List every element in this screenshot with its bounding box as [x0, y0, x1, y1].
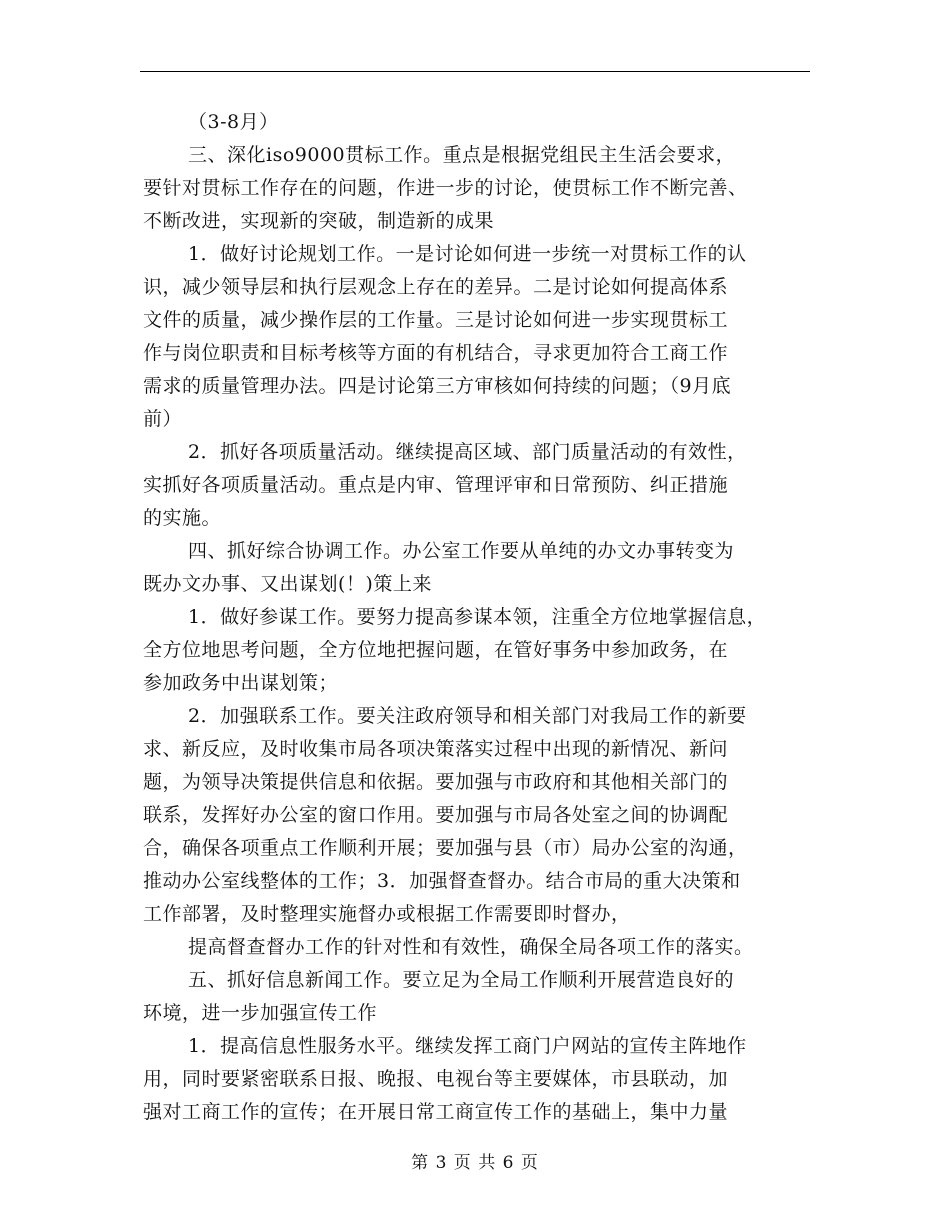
text-line: 2．加强联系工作。要关注政府领导和相关部门对我局工作的新要 [188, 705, 747, 727]
text-line: 1．做好参谋工作。要努力提高参谋本领，注重全方位地掌握信息， [188, 606, 767, 628]
text-line: 1．提高信息性服务水平。继续发挥工商门户网站的宣传主阵地作 [188, 1035, 747, 1057]
text-line: 1．做好讨论规划工作。一是讨论如何进一步统一对贯标工作的认 [188, 243, 747, 265]
text-line: 五、抓好信息新闻工作。要立足为全局工作顺利开展营造良好的 [188, 969, 735, 991]
text-line: 需求的质量管理办法。四是讨论第三方审核如何持续的问题；（9月底 [143, 375, 732, 397]
text-line: 提高督查督办工作的针对性和有效性，确保全局各项工作的落实。 [188, 936, 754, 958]
text-line: 实抓好各项质量活动。重点是内审、管理评审和日常预防、纠正措施 [143, 474, 729, 496]
text-line: 2．抓好各项质量活动。继续提高区域、部门质量活动的有效性， [188, 441, 747, 463]
text-line: 环境，进一步加强宣传工作 [143, 1002, 378, 1024]
page-number: 第 3 页 共 6 页 [411, 1153, 539, 1173]
text-line: 强对工商工作的宣传；在开展日常工商宣传工作的基础上，集中力量 [143, 1101, 729, 1123]
text-line: 文件的质量，减少操作层的工作量。三是讨论如何进一步实现贯标工 [143, 309, 729, 331]
text-line: 三、深化iso9000贯标工作。重点是根据党组民主生活会要求， [188, 144, 736, 166]
text-line: 参加政务中出谋划策； [143, 672, 339, 694]
text-line: （3-8月） [188, 111, 279, 133]
text-line: 用，同时要紧密联系日报、晚报、电视台等主要媒体，市县联动，加 [143, 1068, 729, 1090]
text-line: 作与岗位职责和目标考核等方面的有机结合，寻求更加符合工商工作 [143, 342, 729, 364]
text-line: 联系，发挥好办公室的窗口作用。要加强与市局各处室之间的协调配 [143, 804, 729, 826]
text-line: 题，为领导决策提供信息和依据。要加强与市政府和其他相关部门的 [143, 771, 729, 793]
text-line: 的实施。 [143, 507, 222, 529]
text-line: 既办文办事、又出谋划(！)策上来 [143, 573, 432, 595]
text-line: 四、抓好综合协调工作。办公室工作要从单纯的办文办事转变为 [188, 540, 735, 562]
text-line: 工作部署，及时整理实施督办或根据工作需要即时督办， [143, 903, 631, 925]
text-line: 不断改进，实现新的突破，制造新的成果 [143, 210, 495, 232]
text-line: 要针对贯标工作存在的问题，作进一步的讨论，使贯标工作不断完善、 [143, 177, 748, 199]
text-line: 推动办公室线整体的工作；3．加强督查督办。结合市局的重大决策和 [143, 870, 741, 892]
text-line: 求、新反应，及时收集市局各项决策落实过程中出现的新情况、新问 [143, 738, 729, 760]
text-line: 前） [143, 408, 183, 430]
text-line: 合，确保各项重点工作顺利开展；要加强与县（市）局办公室的沟通， [143, 837, 748, 859]
text-line: 识，减少领导层和执行层观念上存在的差异。二是讨论如何提高体系 [143, 276, 729, 298]
text-line: 全方位地思考问题，全方位地把握问题，在管好事务中参加政务，在 [143, 639, 729, 661]
